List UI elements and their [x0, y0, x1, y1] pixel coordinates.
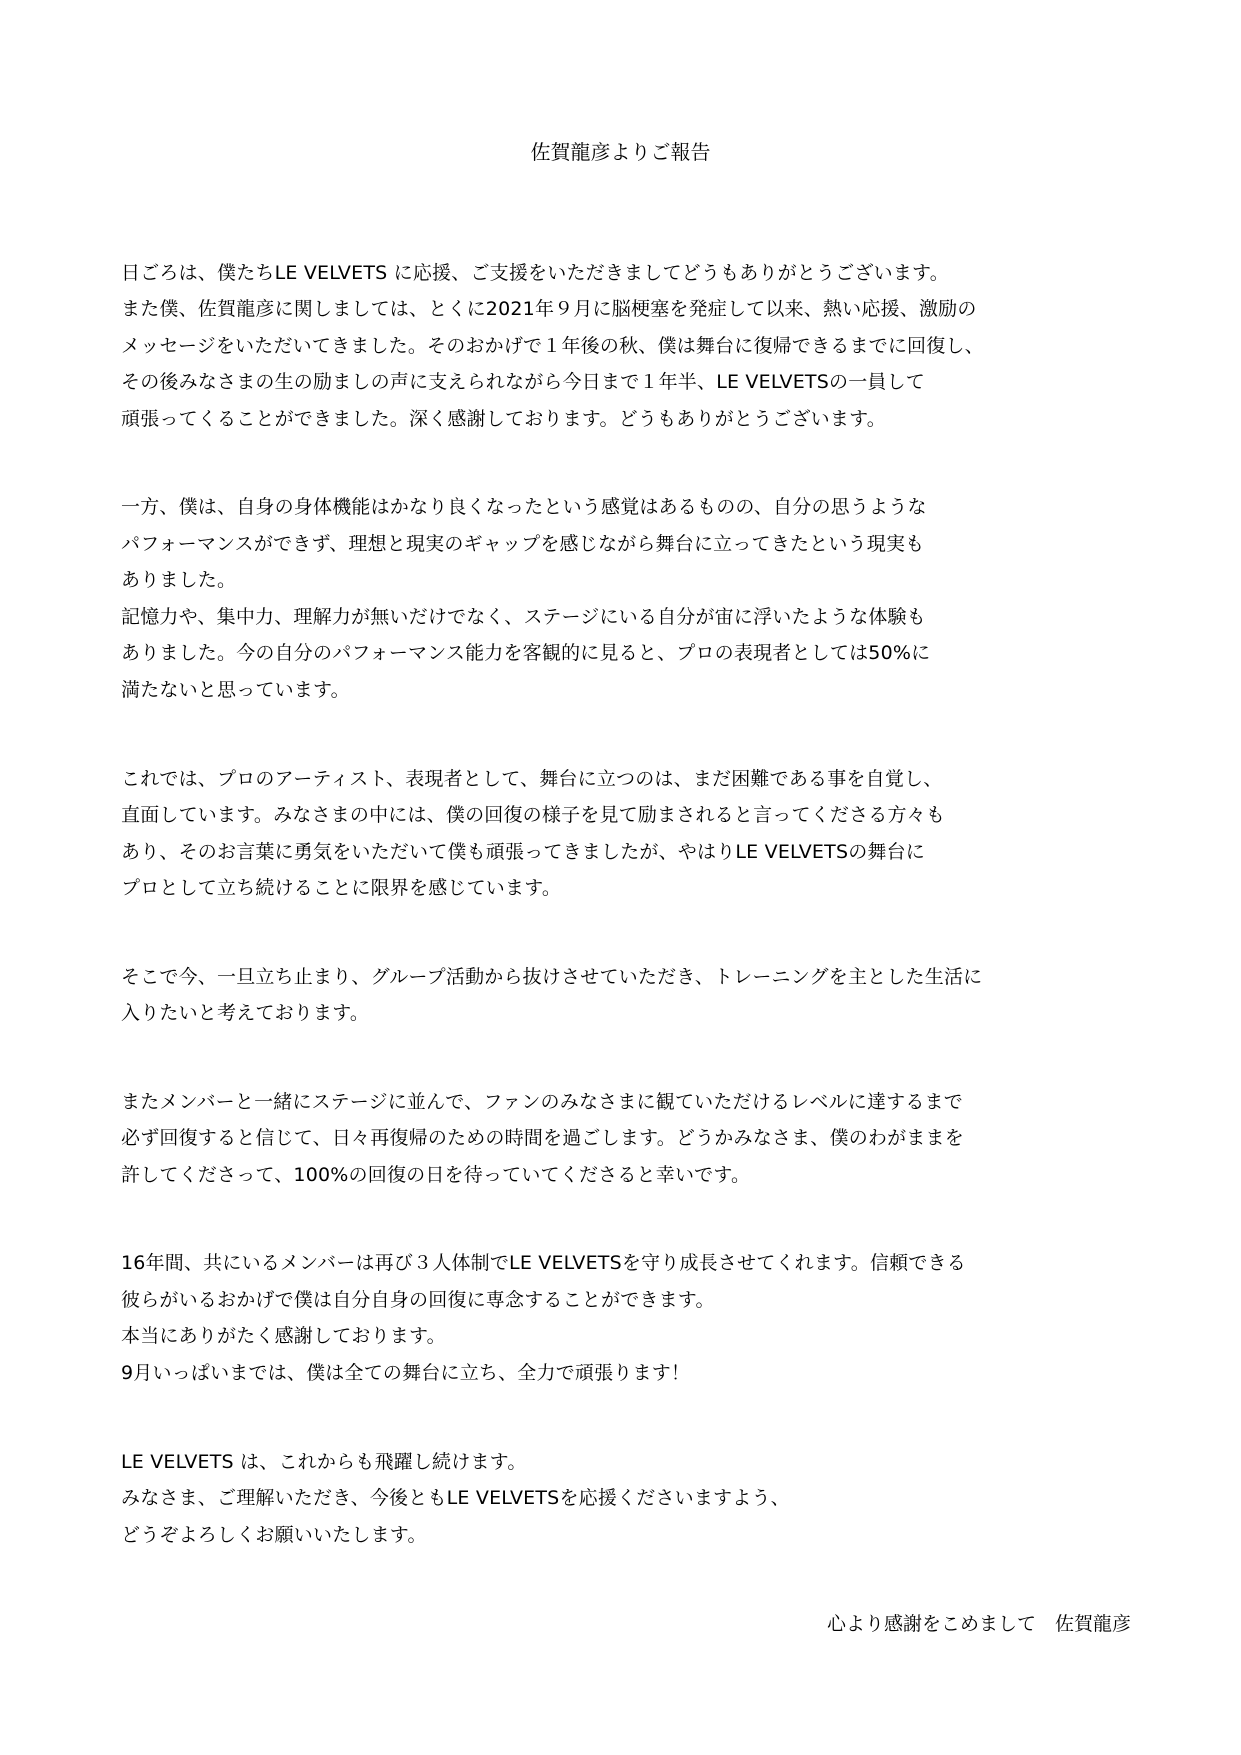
document-title: 佐賀龍彦よりご報告 [530, 140, 711, 164]
paragraph-6-line-1: 16年間、共にいるメンバーは再び３人体制でLE VELVETSを守り成長させてくれます。信頼できる [121, 1252, 966, 1274]
paragraph-5-line-3: 許してくださって、100%の回復の日を待っていてくださると幸いです。 [121, 1164, 751, 1186]
paragraph-3-line-4: プロとして立ち続けることに限界を感じています。 [121, 877, 562, 899]
signature: 心より感謝をこめまして 佐賀龍彦 [826, 1613, 1131, 1635]
paragraph-4-line-2: 入りたいと考えております。 [121, 1002, 370, 1024]
paragraph-3-line-1: これでは、プロのアーティスト、表現者として、舞台に立つのは、まだ困難である事を自覚し、 [121, 768, 943, 790]
paragraph-7-line-3: どうぞよろしくお願いいたします。 [121, 1524, 427, 1546]
paragraph-4-line-1: そこで今、一旦立ち止まり、グループ活動から抜けさせていただき、トレーニングを主とした生活に [121, 966, 983, 988]
paragraph-2-line-3: ありました。 [121, 569, 237, 591]
paragraph-1-line-2: また僕、佐賀龍彦に関しましては、とくに2021年９月に脳梗塞を発症して以来、熱い応援、激励の [121, 298, 977, 320]
paragraph-2-line-1: 一方、僕は、自身の身体機能はかなり良くなったという感覚はあるものの、自分の思うような [121, 496, 927, 518]
paragraph-1-line-3: メッセージをいただいてきました。そのおかげで１年後の秋、僕は舞台に復帰できるまでに回復し、 [121, 335, 984, 357]
paragraph-1-line-4: その後みなさまの生の励ましの声に支えられながら今日まで１年半、LE VELVETSの一員して [121, 371, 926, 393]
paragraph-1-line-1: 日ごろは、僕たちLE VELVETS に応援、ご支援をいただきましてどうもありがとうございます。 [121, 262, 949, 284]
paragraph-3-line-3: あり、そのお言葉に勇気をいただいて僕も頑張ってきましたが、やはりLE VELVETSの舞台に [121, 841, 926, 863]
paragraph-6-line-4: 9月いっぱいまでは、僕は全ての舞台に立ち、全力で頑張ります！ [121, 1362, 691, 1384]
paragraph-7-line-1: LE VELVETS は、これからも飛躍し続けます。 [121, 1451, 527, 1473]
paragraph-3-line-2: 直面しています。みなさまの中には、僕の回復の様子を見て励まされると言ってくださる方々も [121, 804, 946, 826]
paragraph-2-line-2: パフォーマンスができず、理想と現実のギャップを感じながら舞台に立ってきたという現実も [121, 533, 925, 555]
paragraph-6-line-2: 彼らがいるおかげで僕は自分自身の回復に専念することができます。 [121, 1289, 715, 1311]
paragraph-7-line-2: みなさま、ご理解いただき、今後ともLE VELVETSを応援くださいますよう、 [121, 1487, 790, 1509]
paragraph-5-line-2: 必ず回復すると信じて、日々再復帰のための時間を過ごします。どうかみなさま、僕のわがままを [121, 1127, 964, 1149]
paragraph-2-line-4: 記憶力や、集中力、理解力が無いだけでなく、ステージにいる自分が宙に浮いたような体験も [121, 606, 926, 628]
paragraph-2-line-6: 満たないと思っています。 [121, 679, 350, 701]
paragraph-1-line-5: 頑張ってくることができました。深く感謝しております。どうもありがとうございます。 [121, 408, 886, 430]
paragraph-2-line-5: ありました。今の自分のパフォーマンス能力を客観的に見ると、プロの表現者としては50%に [121, 642, 931, 664]
paragraph-5-line-1: またメンバーと一緒にステージに並んで、ファンのみなさまに観ていただけるレベルに達するまで [121, 1091, 963, 1113]
paragraph-6-line-3: 本当にありがたく感謝しております。 [121, 1325, 446, 1347]
